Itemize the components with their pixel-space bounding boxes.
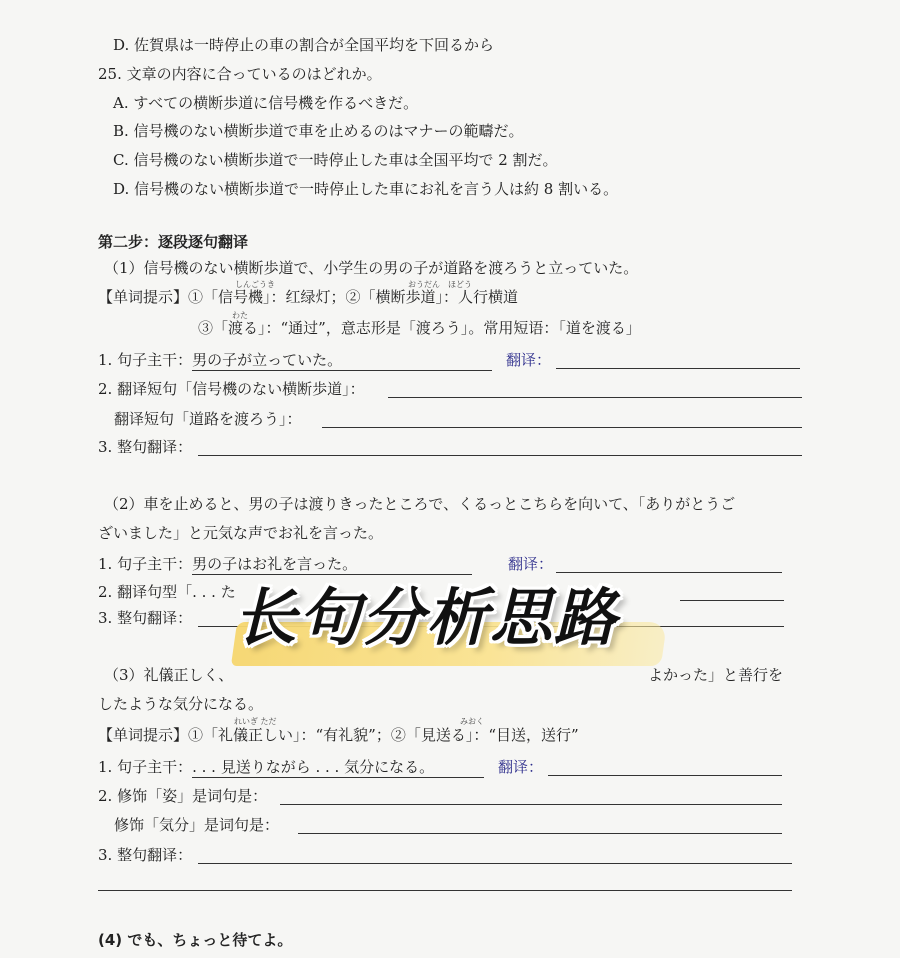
ruby-reigitadashi: れいぎ ただ — [234, 717, 277, 726]
overlay-title-sticker — [228, 560, 688, 690]
s3-row2b-label: 修饰「気分」是词句是： — [114, 816, 280, 834]
s2-row3-label: 3. 整句翻译： — [98, 609, 193, 627]
sentence-3-line2: したような気分になる。 — [98, 695, 264, 713]
s3-row3-label: 3. 整句翻译： — [98, 846, 193, 864]
q25-question: 25. 文章の内容に合っているのはどれか。 — [98, 65, 382, 83]
s1-row2-label: 2. 翻译短句「信号機のない横断歩道」： — [98, 380, 365, 398]
s3-translate-blank[interactable] — [548, 775, 782, 776]
q25-option-c: C. 信号機のない横断歩道で一時停止した車は全国平均で 2 割だ。 — [113, 151, 558, 169]
s1-vocab-hint: 【单词提示】①「信号機」：红绿灯；②「横断歩道」：人行横道 — [98, 288, 519, 306]
s1-vocab-hint-2: ③「渡る」：“通过”，意志形是「渡ろう」。常用短语：「道を渡る」 — [198, 319, 641, 337]
s2-row2-blank[interactable] — [680, 600, 784, 601]
s2-row1-label: 1. 句子主干： — [98, 555, 193, 573]
section-heading: 第二步：逐段逐句翻译 — [98, 233, 249, 251]
s3-row1 — [98, 757, 484, 778]
s3-translate-label: 翻译： — [498, 758, 544, 776]
s1-row1-label: 1. 句子主干： — [98, 351, 193, 369]
s3-row2-blank[interactable] — [280, 804, 782, 805]
s3-row3-blank[interactable] — [198, 863, 792, 864]
s3-row3-blank-2[interactable] — [98, 890, 792, 891]
sentence-2-line2: ざいました」と元気な声でお礼を言った。 — [98, 524, 384, 542]
s1-row3-label: 3. 整句翻译： — [98, 438, 193, 456]
s3-row2-label: 2. 修饰「姿」是词句是： — [98, 787, 268, 805]
s1-translate-label: 翻译： — [506, 351, 552, 369]
s2-translate-label: 翻译： — [508, 555, 554, 573]
s1-row2-blank[interactable] — [388, 397, 802, 398]
s3-row1-value[interactable]: . . . 見送りながら . . . 気分になる。 — [192, 757, 484, 778]
ruby-shingouki: しんごうき — [235, 280, 275, 289]
s1-row3-blank[interactable] — [198, 455, 802, 456]
s1-row2b-blank[interactable] — [322, 427, 802, 428]
s1-row1 — [98, 350, 492, 371]
s3-row2b-blank[interactable] — [298, 833, 782, 834]
q24-option-d: D. 佐賀県は一時停止の車の割合が全国平均を下回るから — [113, 36, 495, 54]
s3-vocab-hint: 【单词提示】①「礼儀正しい」：“有礼貌”；②「見送る」：“目送，送行” — [98, 726, 579, 744]
sentence-3-left: （3）礼儀正しく、 — [104, 666, 234, 684]
s2-row2-label: 2. 翻译句型「. . . た — [98, 583, 236, 601]
s1-translate-blank[interactable] — [556, 368, 800, 369]
q25-option-a: A. すべての横断歩道に信号機を作るべきだ。 — [113, 94, 419, 112]
s2-row1-value[interactable]: 男の子はお礼を言った。 — [192, 554, 472, 575]
s3-row1-label: 1. 句子主干： — [98, 758, 193, 776]
s1-row2b-label: 翻译短句「道路を渡ろう」： — [114, 410, 302, 428]
ruby-wata: わた — [232, 311, 248, 320]
sentence-4: (4) でも、ちょっと待てよ。 — [98, 931, 293, 949]
overlay-title: 长句分析思路 — [234, 581, 619, 654]
sentence-2-line1: （2）車を止めると、男の子は渡りきったところで、くるっとこちらを向いて、「ありがとうご — [104, 495, 736, 513]
ruby-miokuru: みおく — [460, 717, 484, 726]
s1-row1-value[interactable]: 男の子が立っていた。 — [192, 350, 492, 371]
q25-option-d: D. 信号機のない横断歩道で一時停止した車にお礼を言う人は約 8 割いる。 — [113, 180, 619, 198]
ruby-oudanhodou: おうだん ほどう — [408, 280, 472, 289]
q25-option-b: B. 信号機のない横断歩道で車を止めるのはマナーの範疇だ。 — [113, 122, 524, 140]
sentence-1: （1）信号機のない横断歩道で、小学生の男の子が道路を渡ろうと立っていた。 — [104, 259, 639, 277]
sentence-3-right: よかった」と善行を — [648, 666, 784, 684]
